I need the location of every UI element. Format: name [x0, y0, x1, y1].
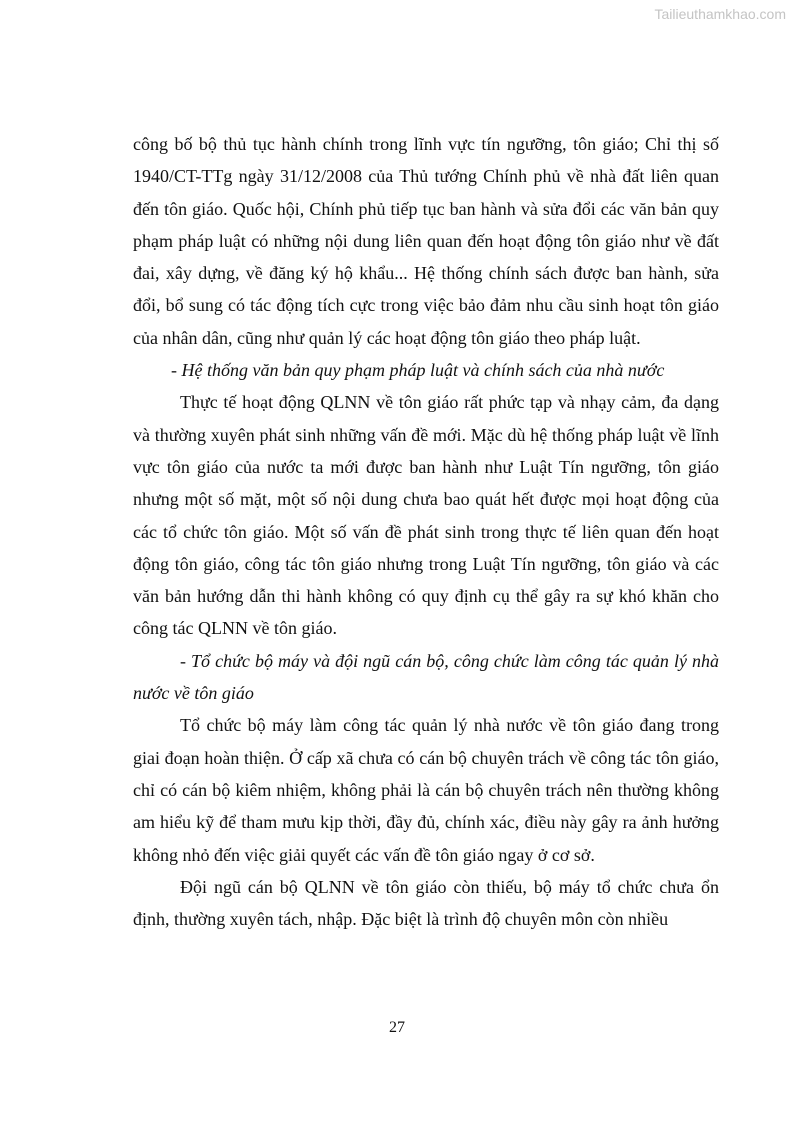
- paragraph-staff: Đội ngũ cán bộ QLNN về tôn giáo còn thiếu, bộ máy tổ chức chưa ổn định, thường xuyên tách, nhập. Đặc biệt là trình độ chuyên môn còn nhiều: [133, 876, 719, 930]
- paragraph-legal-system: Thực tế hoạt động QLNN về tôn giáo rất phức tạp và nhạy cảm, đa dạng và thường xuyên phát sinh những vấn đề mới. Mặc dù hệ thống pháp luật về lĩnh vực tôn giáo của nước ta mới được ban hành như Luật Tín ngưỡng, tôn giáo nhưng một số mặt, một số nội dung chưa bao quát hết được mọi hoạt động của các tổ chức tôn giáo. Một số vấn đề phát sinh trong thực tế liên quan đến hoạt động tôn giáo, công tác tôn giáo nhưng trong Luật Tín ngưỡng, tôn giáo và các văn bản hướng dẫn thi hành không có quy định cụ thể gây ra sự khó khăn cho công tác QLNN về tôn giáo.: [133, 392, 719, 639]
- document-body: [133, 128, 719, 935]
- paragraph-organization: Tổ chức bộ máy làm công tác quản lý nhà nước về tôn giáo đang trong giai đoạn hoàn thiện. Ở cấp xã chưa có cán bộ chuyên trách về công tác tôn giáo, chỉ có cán bộ kiêm nhiệm, không phải là cán bộ chuyên trách nên thường không am hiểu kỹ để tham mưu kịp thời, đầy đủ, chính xác, điều này gây ra ảnh hưởng không nhỏ đến việc giải quyết các vấn đề tôn giáo ngay ở cơ sở.: [133, 715, 719, 865]
- page-number: 27: [389, 1019, 405, 1036]
- section-heading-organization: - Tổ chức bộ máy và đội ngũ cán bộ, công chức làm công tác quản lý nhà nước về tôn giáo: [133, 650, 719, 704]
- watermark-text: Tailieuthamkhao.com: [654, 6, 786, 22]
- paragraph-continuation: công bố bộ thủ tục hành chính trong lĩnh vực tín ngưỡng, tôn giáo; Chỉ thị số 1940/CT-TTg ngày 31/12/2008 của Thủ tướng Chính phủ về nhà đất liên quan đến tôn giáo. Quốc hội, Chính phủ tiếp tục ban hành và sửa đổi các văn bản quy phạm pháp luật có những nội dung liên quan đến hoạt động tôn giáo như về đất đai, xây dựng, về đăng ký hộ khẩu... Hệ thống chính sách được ban hành, sửa đổi, bổ sung có tác động tích cực trong việc bảo đảm nhu cầu sinh hoạt tôn giáo của nhân dân, cũng như quản lý các hoạt động tôn giáo theo pháp luật.: [133, 134, 719, 348]
- section-heading-legal-system: - Hệ thống văn bản quy phạm pháp luật và chính sách của nhà nước: [171, 360, 665, 381]
